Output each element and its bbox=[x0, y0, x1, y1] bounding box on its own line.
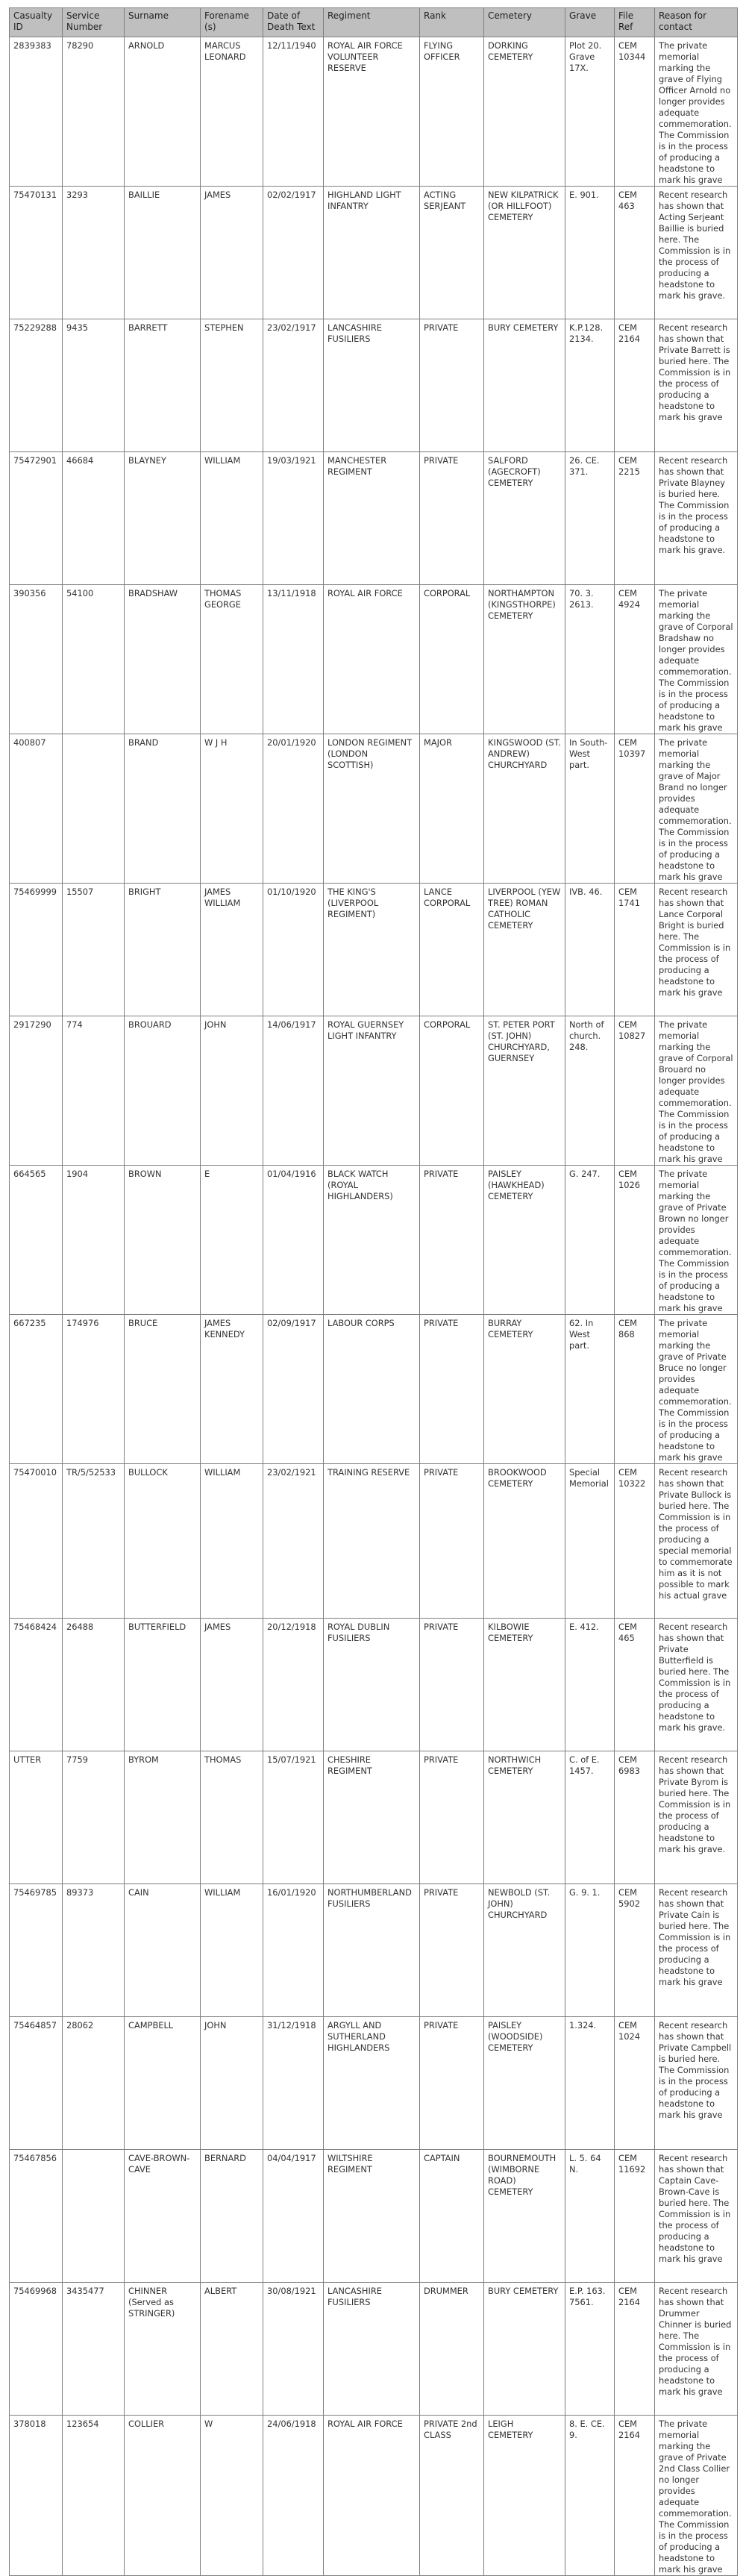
regiment-cell: LANCASHIRE FUSILIERS bbox=[324, 319, 420, 452]
rank-cell: LANCE CORPORAL bbox=[420, 884, 484, 1016]
rank-cell: PRIVATE bbox=[420, 1166, 484, 1315]
grave-cell: 8. E. CE. 9. bbox=[565, 2416, 615, 2576]
forenames-cell: WILLIAM bbox=[201, 452, 263, 585]
date-of-death-cell: 01/04/1916 bbox=[263, 1166, 324, 1315]
date-of-death-cell: 14/06/1917 bbox=[263, 1016, 324, 1166]
table-row bbox=[10, 37, 738, 187]
file-ref-cell: CEM 463 bbox=[615, 187, 655, 319]
rank-cell: PRIVATE bbox=[420, 1315, 484, 1464]
surname-cell: BAILLIE bbox=[125, 187, 201, 319]
grave-cell: E. 412. bbox=[565, 1619, 615, 1751]
reason-cell: Recent research has shown that Private Blayney is buried here. The Commission is in the process of producing a headstone to mark his grave. bbox=[655, 452, 738, 585]
cemetery-cell: LEIGH CEMETERY bbox=[484, 2416, 565, 2576]
file-ref-cell: CEM 6983 bbox=[615, 1751, 655, 1884]
cemetery-cell: SALFORD (AGECROFT) CEMETERY bbox=[484, 452, 565, 585]
casualty-id-cell: 75468424 bbox=[10, 1619, 63, 1751]
rank-cell: ACTING SERJEANT bbox=[420, 187, 484, 319]
forenames-cell: W J H bbox=[201, 734, 263, 884]
forenames-cell: JOHN bbox=[201, 1016, 263, 1166]
reason-cell: Recent research has shown that Drummer Chinner is buried here. The Commission is in the process of producing a headstone to mark his grave bbox=[655, 2283, 738, 2416]
rank-cell: PRIVATE bbox=[420, 452, 484, 585]
date-of-death-cell: 19/03/1921 bbox=[263, 452, 324, 585]
forenames-cell: JAMES WILLIAM bbox=[201, 884, 263, 1016]
rank-cell: FLYING OFFICER bbox=[420, 37, 484, 187]
file-ref-cell: CEM 5902 bbox=[615, 1884, 655, 2017]
date-of-death-cell: 04/04/1917 bbox=[263, 2150, 324, 2283]
surname-cell: COLLIER bbox=[125, 2416, 201, 2576]
date-of-death-cell: 16/01/1920 bbox=[263, 1884, 324, 2017]
cemetery-cell: KINGSWOOD (ST. ANDREW) CHURCHYARD bbox=[484, 734, 565, 884]
grave-cell: C. of E. 1457. bbox=[565, 1751, 615, 1884]
casualty-id-cell: 75470010 bbox=[10, 1464, 63, 1619]
casualty-id-cell: 75469968 bbox=[10, 2283, 63, 2416]
forenames-cell: THOMAS GEORGE bbox=[201, 585, 263, 734]
forenames-cell: THOMAS bbox=[201, 1751, 263, 1884]
forenames-cell: WILLIAM bbox=[201, 1464, 263, 1619]
reason-cell: The private memorial marking the grave of Private 2nd Class Collier no longer provides adequate commemoration. The Commission is in the process of producing a headstone to mark his grave bbox=[655, 2416, 738, 2576]
regiment-cell: TRAINING RESERVE bbox=[324, 1464, 420, 1619]
service-number-cell: 26488 bbox=[63, 1619, 125, 1751]
header-regiment: Regiment bbox=[324, 8, 420, 37]
surname-cell: CAMPBELL bbox=[125, 2017, 201, 2150]
cemetery-cell: ST. PETER PORT (ST. JOHN) CHURCHYARD, GUERNSEY bbox=[484, 1016, 565, 1166]
regiment-cell: CHESHIRE REGIMENT bbox=[324, 1751, 420, 1884]
cemetery-cell: LIVERPOOL (YEW TREE) ROMAN CATHOLIC CEMETERY bbox=[484, 884, 565, 1016]
cemetery-cell: DORKING CEMETERY bbox=[484, 37, 565, 187]
rank-cell: CORPORAL bbox=[420, 585, 484, 734]
table-row bbox=[10, 1016, 738, 1166]
reason-cell: The private memorial marking the grave of Private Bruce no longer provides adequate commemoration. The Commission is in the process of producing a headstone to mark his grave bbox=[655, 1315, 738, 1464]
grave-cell: 26. CE. 371. bbox=[565, 452, 615, 585]
grave-cell: E.P. 163. 7561. bbox=[565, 2283, 615, 2416]
surname-cell: BARRETT bbox=[125, 319, 201, 452]
casualty-id-cell: 2839383 bbox=[10, 37, 63, 187]
casualty-id-cell: 75467856 bbox=[10, 2150, 63, 2283]
surname-cell: CAVE-BROWN-CAVE bbox=[125, 2150, 201, 2283]
service-number-cell: 89373 bbox=[63, 1884, 125, 2017]
table-row bbox=[10, 452, 738, 585]
service-number-cell: 54100 bbox=[63, 585, 125, 734]
casualty-id-cell: 378018 bbox=[10, 2416, 63, 2576]
cemetery-cell: BURRAY CEMETERY bbox=[484, 1315, 565, 1464]
service-number-cell: 123654 bbox=[63, 2416, 125, 2576]
surname-cell: BRIGHT bbox=[125, 884, 201, 1016]
service-number-cell: 9435 bbox=[63, 319, 125, 452]
service-number-cell: 7759 bbox=[63, 1751, 125, 1884]
table-row bbox=[10, 2017, 738, 2150]
casualty-id-cell: 400807 bbox=[10, 734, 63, 884]
date-of-death-cell: 15/07/1921 bbox=[263, 1751, 324, 1884]
rank-cell: PRIVATE bbox=[420, 1619, 484, 1751]
regiment-cell: LONDON REGIMENT (LONDON SCOTTISH) bbox=[324, 734, 420, 884]
rank-cell: CORPORAL bbox=[420, 1016, 484, 1166]
service-number-cell: 174976 bbox=[63, 1315, 125, 1464]
rank-cell: PRIVATE bbox=[420, 1884, 484, 2017]
date-of-death-cell: 30/08/1921 bbox=[263, 2283, 324, 2416]
surname-cell: BROWN bbox=[125, 1166, 201, 1315]
cemetery-cell: PAISLEY (WOODSIDE) CEMETERY bbox=[484, 2017, 565, 2150]
forenames-cell: W bbox=[201, 2416, 263, 2576]
date-of-death-cell: 24/06/1918 bbox=[263, 2416, 324, 2576]
grave-cell: North of church. 248. bbox=[565, 1016, 615, 1166]
reason-cell: The private memorial marking the grave of Major Brand no longer provides adequate commemoration. The Commission is in the process of producing a headstone to mark his grave bbox=[655, 734, 738, 884]
regiment-cell: ARGYLL AND SUTHERLAND HIGHLANDERS bbox=[324, 2017, 420, 2150]
table-row bbox=[10, 319, 738, 452]
grave-cell: IVB. 46. bbox=[565, 884, 615, 1016]
surname-cell: BRADSHAW bbox=[125, 585, 201, 734]
rank-cell: MAJOR bbox=[420, 734, 484, 884]
cemetery-cell: NORTHWICH CEMETERY bbox=[484, 1751, 565, 1884]
table-row bbox=[10, 2416, 738, 2576]
date-of-death-cell: 13/11/1918 bbox=[263, 585, 324, 734]
casualty-id-cell: 75229288 bbox=[10, 319, 63, 452]
regiment-cell: HIGHLAND LIGHT INFANTRY bbox=[324, 187, 420, 319]
surname-cell: BRUCE bbox=[125, 1315, 201, 1464]
date-of-death-cell: 31/12/1918 bbox=[263, 2017, 324, 2150]
table-row bbox=[10, 1166, 738, 1315]
service-number-cell: TR/5/52533 bbox=[63, 1464, 125, 1619]
reason-cell: Recent research has shown that Acting Serjeant Baillie is buried here. The Commission is in the process of producing a headstone to mark his grave. bbox=[655, 187, 738, 319]
grave-cell: E. 901. bbox=[565, 187, 615, 319]
table-row bbox=[10, 1464, 738, 1619]
surname-cell: CAIN bbox=[125, 1884, 201, 2017]
forenames-cell: WILLIAM bbox=[201, 1884, 263, 2017]
service-number-cell bbox=[63, 734, 125, 884]
header-cemetery: Cemetery bbox=[484, 8, 565, 37]
header-rank: Rank bbox=[420, 8, 484, 37]
table-header-row bbox=[10, 8, 738, 37]
table-row bbox=[10, 2150, 738, 2283]
cemetery-cell: BOURNEMOUTH (WIMBORNE ROAD) CEMETERY bbox=[484, 2150, 565, 2283]
rank-cell: DRUMMER bbox=[420, 2283, 484, 2416]
header-reason-for-contact: Reason for contact bbox=[655, 8, 738, 37]
service-number-cell bbox=[63, 2150, 125, 2283]
regiment-cell: ROYAL DUBLIN FUSILIERS bbox=[324, 1619, 420, 1751]
cemetery-cell: NEW KILPATRICK (OR HILLFOOT) CEMETERY bbox=[484, 187, 565, 319]
date-of-death-cell: 23/02/1921 bbox=[263, 1464, 324, 1619]
reason-cell: Recent research has shown that Captain Cave-Brown-Cave is buried here. The Commission is in the process of producing a headstone to mark his grave bbox=[655, 2150, 738, 2283]
casualty-id-cell: 664565 bbox=[10, 1166, 63, 1315]
file-ref-cell: CEM 11692 bbox=[615, 2150, 655, 2283]
table-row bbox=[10, 585, 738, 734]
casualty-id-cell: 75472901 bbox=[10, 452, 63, 585]
cemetery-cell: BURY CEMETERY bbox=[484, 319, 565, 452]
reason-cell: The private memorial marking the grave of Private Brown no longer provides adequate commemoration. The Commission is in the process of producing a headstone to mark his grave bbox=[655, 1166, 738, 1315]
reason-cell: Recent research has shown that Private Campbell is buried here. The Commission is in the process of producing a headstone to mark his grave bbox=[655, 2017, 738, 2150]
file-ref-cell: CEM 4924 bbox=[615, 585, 655, 734]
forenames-cell: MARCUS LEONARD bbox=[201, 37, 263, 187]
casualty-contact-document bbox=[9, 7, 737, 2576]
grave-cell: Special Memorial bbox=[565, 1464, 615, 1619]
date-of-death-cell: 20/12/1918 bbox=[263, 1619, 324, 1751]
grave-cell: G. 247. bbox=[565, 1166, 615, 1315]
header-surname: Surname bbox=[125, 8, 201, 37]
surname-cell: BRAND bbox=[125, 734, 201, 884]
file-ref-cell: CEM 2164 bbox=[615, 319, 655, 452]
surname-cell: BUTTERFIELD bbox=[125, 1619, 201, 1751]
file-ref-cell: CEM 10322 bbox=[615, 1464, 655, 1619]
service-number-cell: 3293 bbox=[63, 187, 125, 319]
grave-cell: L. 5. 64 N. bbox=[565, 2150, 615, 2283]
grave-cell: In South-West part. bbox=[565, 734, 615, 884]
surname-cell: BLAYNEY bbox=[125, 452, 201, 585]
grave-cell: G. 9. 1. bbox=[565, 1884, 615, 2017]
casualty-table bbox=[9, 7, 738, 2576]
reason-cell: Recent research has shown that Private Bullock is buried here. The Commission is in the process of producing a special memorial to commemorate him as it is not possible to mark his actual grave bbox=[655, 1464, 738, 1619]
cemetery-cell: NEWBOLD (ST. JOHN) CHURCHYARD bbox=[484, 1884, 565, 2017]
rank-cell: PRIVATE bbox=[420, 1464, 484, 1619]
surname-cell: BULLOCK bbox=[125, 1464, 201, 1619]
regiment-cell: BLACK WATCH (ROYAL HIGHLANDERS) bbox=[324, 1166, 420, 1315]
cemetery-cell: KILBOWIE CEMETERY bbox=[484, 1619, 565, 1751]
casualty-id-cell: 75469785 bbox=[10, 1884, 63, 2017]
casualty-id-cell: 75469999 bbox=[10, 884, 63, 1016]
service-number-cell: 15507 bbox=[63, 884, 125, 1016]
table-row bbox=[10, 734, 738, 884]
reason-cell: Recent research has shown that Lance Corporal Bright is buried here. The Commission is in the process of producing a headstone to mark his grave bbox=[655, 884, 738, 1016]
header-casualty-id: Casualty ID bbox=[10, 8, 63, 37]
date-of-death-cell: 01/10/1920 bbox=[263, 884, 324, 1016]
table-row bbox=[10, 1751, 738, 1884]
regiment-cell: LANCASHIRE FUSILIERS bbox=[324, 2283, 420, 2416]
date-of-death-cell: 12/11/1940 bbox=[263, 37, 324, 187]
date-of-death-cell: 02/09/1917 bbox=[263, 1315, 324, 1464]
file-ref-cell: CEM 1741 bbox=[615, 884, 655, 1016]
forenames-cell: JAMES bbox=[201, 1619, 263, 1751]
service-number-cell: 78290 bbox=[63, 37, 125, 187]
file-ref-cell: CEM 1024 bbox=[615, 2017, 655, 2150]
file-ref-cell: CEM 10397 bbox=[615, 734, 655, 884]
grave-cell: Plot 20. Grave 17X. bbox=[565, 37, 615, 187]
forenames-cell: JAMES bbox=[201, 187, 263, 319]
casualty-id-cell: 667235 bbox=[10, 1315, 63, 1464]
cemetery-cell: NORTHAMPTON (KINGSTHORPE) CEMETERY bbox=[484, 585, 565, 734]
forenames-cell: JAMES KENNEDY bbox=[201, 1315, 263, 1464]
surname-cell: BROUARD bbox=[125, 1016, 201, 1166]
regiment-cell: WILTSHIRE REGIMENT bbox=[324, 2150, 420, 2283]
table-row bbox=[10, 1315, 738, 1464]
header-forenames: Forename (s) bbox=[201, 8, 263, 37]
file-ref-cell: CEM 868 bbox=[615, 1315, 655, 1464]
date-of-death-cell: 02/02/1917 bbox=[263, 187, 324, 319]
regiment-cell: ROYAL AIR FORCE bbox=[324, 2416, 420, 2576]
reason-cell: Recent research has shown that Private Butterfield is buried here. The Commission is in the process of producing a headstone to mark his grave. bbox=[655, 1619, 738, 1751]
regiment-cell: ROYAL GUERNSEY LIGHT INFANTRY bbox=[324, 1016, 420, 1166]
grave-cell: 70. 3. 2613. bbox=[565, 585, 615, 734]
forenames-cell: STEPHEN bbox=[201, 319, 263, 452]
reason-cell: Recent research has shown that Private Barrett is buried here. The Commission is in the process of producing a headstone to mark his grave bbox=[655, 319, 738, 452]
service-number-cell: 28062 bbox=[63, 2017, 125, 2150]
rank-cell: PRIVATE bbox=[420, 319, 484, 452]
file-ref-cell: CEM 10827 bbox=[615, 1016, 655, 1166]
surname-cell: CHINNER (Served as STRINGER) bbox=[125, 2283, 201, 2416]
table-body bbox=[10, 37, 738, 2576]
grave-cell: K.P.128. 2134. bbox=[565, 319, 615, 452]
rank-cell: PRIVATE 2nd CLASS bbox=[420, 2416, 484, 2576]
regiment-cell: MANCHESTER REGIMENT bbox=[324, 452, 420, 585]
reason-cell: The private memorial marking the grave of Corporal Brouard no longer provides adequate commemoration. The Commission is in the process of producing a headstone to mark his grave bbox=[655, 1016, 738, 1166]
forenames-cell: BERNARD bbox=[201, 2150, 263, 2283]
forenames-cell: ALBERT bbox=[201, 2283, 263, 2416]
file-ref-cell: CEM 465 bbox=[615, 1619, 655, 1751]
rank-cell: PRIVATE bbox=[420, 1751, 484, 1884]
service-number-cell: 46684 bbox=[63, 452, 125, 585]
casualty-id-cell: 2917290 bbox=[10, 1016, 63, 1166]
header-service-number: Service Number bbox=[63, 8, 125, 37]
file-ref-cell: CEM 2164 bbox=[615, 2283, 655, 2416]
casualty-id-cell: 75470131 bbox=[10, 187, 63, 319]
file-ref-cell: CEM 1026 bbox=[615, 1166, 655, 1315]
service-number-cell: 774 bbox=[63, 1016, 125, 1166]
casualty-id-cell: 75464857 bbox=[10, 2017, 63, 2150]
cemetery-cell: BROOKWOOD CEMETERY bbox=[484, 1464, 565, 1619]
grave-cell: 1.324. bbox=[565, 2017, 615, 2150]
reason-cell: Recent research has shown that Private Byrom is buried here. The Commission is in the process of producing a headstone to mark his grave. bbox=[655, 1751, 738, 1884]
cemetery-cell: PAISLEY (HAWKHEAD) CEMETERY bbox=[484, 1166, 565, 1315]
date-of-death-cell: 20/01/1920 bbox=[263, 734, 324, 884]
surname-cell: BYROM bbox=[125, 1751, 201, 1884]
table-row bbox=[10, 1619, 738, 1751]
regiment-cell: LABOUR CORPS bbox=[324, 1315, 420, 1464]
cemetery-cell: BURY CEMETERY bbox=[484, 2283, 565, 2416]
forenames-cell: JOHN bbox=[201, 2017, 263, 2150]
header-file-ref: File Ref bbox=[615, 8, 655, 37]
regiment-cell: THE KING'S (LIVERPOOL REGIMENT) bbox=[324, 884, 420, 1016]
file-ref-cell: CEM 10344 bbox=[615, 37, 655, 187]
service-number-cell: 1904 bbox=[63, 1166, 125, 1315]
file-ref-cell: CEM 2164 bbox=[615, 2416, 655, 2576]
table-row bbox=[10, 884, 738, 1016]
regiment-cell: NORTHUMBERLAND FUSILIERS bbox=[324, 1884, 420, 2017]
casualty-id-cell: UTTER bbox=[10, 1751, 63, 1884]
reason-cell: The private memorial marking the grave of Flying Officer Arnold no longer provides adequate commemoration. The Commission is in the process of producing a headstone to mark his grave bbox=[655, 37, 738, 187]
forenames-cell: E bbox=[201, 1166, 263, 1315]
casualty-id-cell: 390356 bbox=[10, 585, 63, 734]
table-row bbox=[10, 1884, 738, 2017]
rank-cell: PRIVATE bbox=[420, 2017, 484, 2150]
surname-cell: ARNOLD bbox=[125, 37, 201, 187]
file-ref-cell: CEM 2215 bbox=[615, 452, 655, 585]
reason-cell: The private memorial marking the grave of Corporal Bradshaw no longer provides adequate commemoration. The Commission is in the process of producing a headstone to mark his grave bbox=[655, 585, 738, 734]
table-row bbox=[10, 187, 738, 319]
rank-cell: CAPTAIN bbox=[420, 2150, 484, 2283]
header-grave: Grave bbox=[565, 8, 615, 37]
table-row bbox=[10, 2283, 738, 2416]
reason-cell: Recent research has shown that Private Cain is buried here. The Commission is in the process of producing a headstone to mark his grave bbox=[655, 1884, 738, 2017]
regiment-cell: ROYAL AIR FORCE VOLUNTEER RESERVE bbox=[324, 37, 420, 187]
grave-cell: 62. In West part. bbox=[565, 1315, 615, 1464]
service-number-cell: 3435477 bbox=[63, 2283, 125, 2416]
date-of-death-cell: 23/02/1917 bbox=[263, 319, 324, 452]
header-date-of-death: Date of Death Text bbox=[263, 8, 324, 37]
regiment-cell: ROYAL AIR FORCE bbox=[324, 585, 420, 734]
